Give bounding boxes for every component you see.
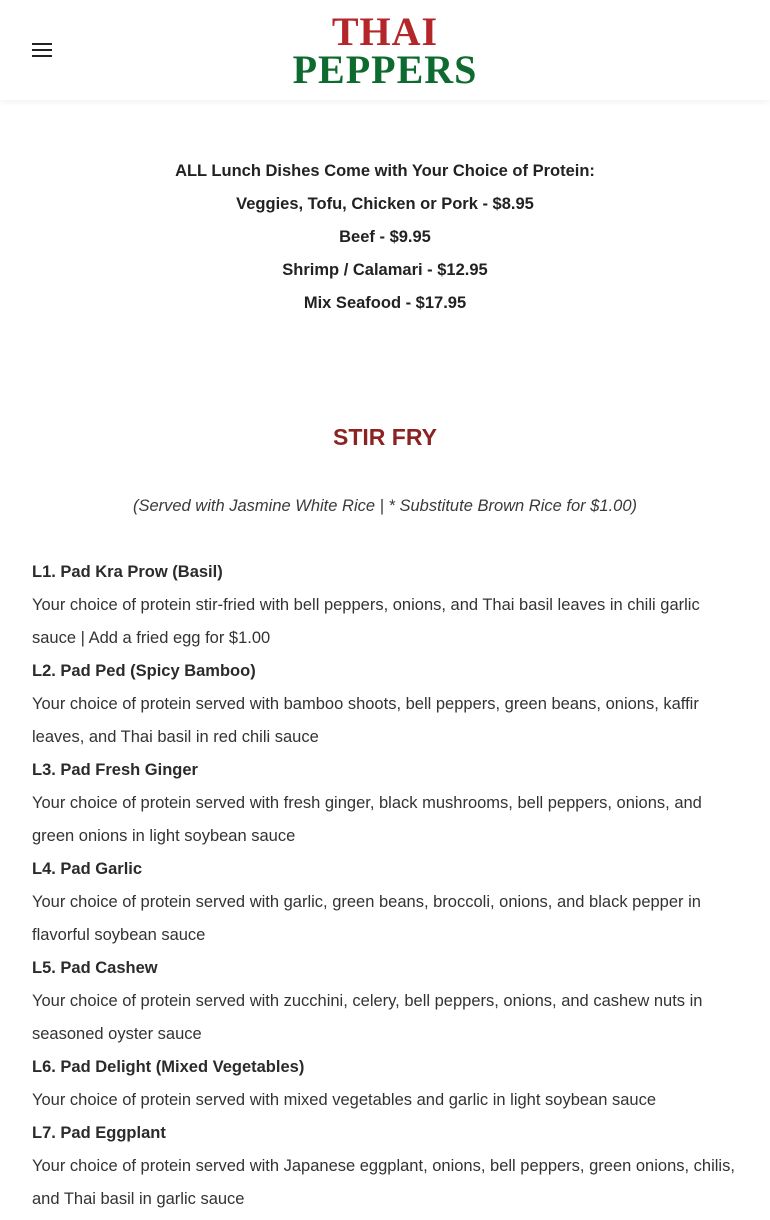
section-subtitle: (Served with Jasmine White Rice | * Substitute Brown Rice for $1.00) bbox=[132, 497, 638, 515]
site-header bbox=[0, 0, 770, 100]
menu-item-description: Your choice of protein served with fresh ginger, black mushrooms, bell peppers, onions, and green onions in light soybean sauce bbox=[32, 794, 702, 845]
hamburger-icon[interactable] bbox=[32, 43, 52, 57]
menu-item-description: Your choice of protein stir-fried with bell peppers, onions, and Thai basil leaves in chili garlic sauce | Add a fried egg for $1.00 bbox=[32, 596, 700, 647]
menu-item-description: Your choice of protein served with Japanese eggplant, onions, bell peppers, green onions, chilis, and Thai basil in garlic sauce bbox=[32, 1157, 735, 1208]
logo[interactable] bbox=[280, 9, 490, 92]
menu-item-name: L3. Pad Fresh Ginger bbox=[32, 761, 198, 779]
pricing-line: Beef - $9.95 bbox=[339, 228, 431, 246]
menu-item-name: L5. Pad Cashew bbox=[32, 959, 158, 977]
pricing-line: Shrimp / Calamari - $12.95 bbox=[282, 261, 488, 279]
menu-item-name: L2. Pad Ped (Spicy Bamboo) bbox=[32, 662, 256, 680]
menu-item-name: L6. Pad Delight (Mixed Vegetables) bbox=[32, 1058, 305, 1076]
pricing-line: ALL Lunch Dishes Come with Your Choice of Protein: bbox=[175, 162, 595, 180]
menu-item-description: Your choice of protein served with zucchini, celery, bell peppers, onions, and cashew nuts in seasoned oyster sauce bbox=[32, 992, 703, 1043]
pricing-info bbox=[0, 155, 770, 320]
menu-item-name: L4. Pad Garlic bbox=[32, 860, 143, 878]
pricing-line: Mix Seafood - $17.95 bbox=[303, 294, 467, 312]
menu-item-description: Your choice of protein served with bamboo shoots, bell peppers, green beans, onions, kaffir leaves, and Thai basil in red chili sauce bbox=[32, 695, 699, 746]
section-title: STIR FRY bbox=[333, 424, 437, 450]
logo-bottom-text: PEPPERS bbox=[292, 47, 478, 92]
menu-item-description: Your choice of protein served with garlic, green beans, broccoli, onions, and black pepper in flavorful soybean sauce bbox=[32, 893, 701, 944]
menu-item-description: Your choice of protein served with mixed vegetables and garlic in light soybean sauce bbox=[32, 1091, 657, 1109]
menu-list bbox=[32, 556, 742, 1216]
pricing-line: Veggies, Tofu, Chicken or Pork - $8.95 bbox=[236, 195, 534, 213]
menu-item-name: L1. Pad Kra Prow (Basil) bbox=[32, 563, 223, 581]
menu-item-name: L7. Pad Eggplant bbox=[32, 1124, 166, 1142]
logo-top-text: THAI bbox=[331, 9, 439, 54]
